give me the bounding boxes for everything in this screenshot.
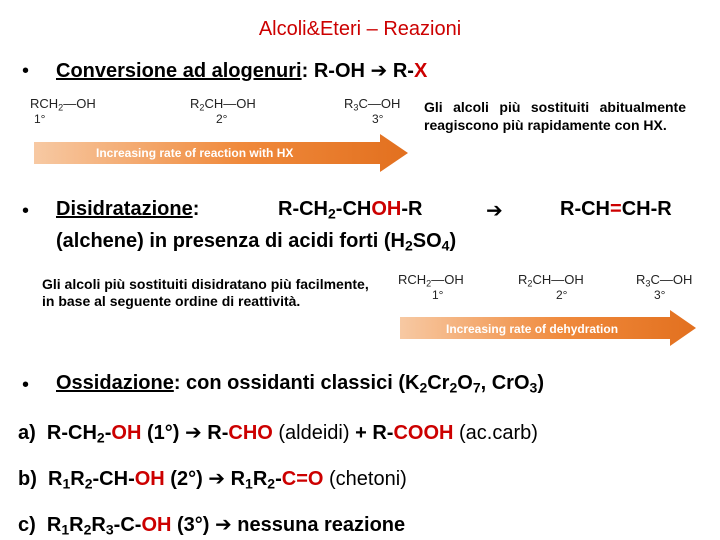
section3-label: Ossidazione [56, 372, 174, 394]
section2-reactant: $R-CH_2-CHOH-R$ [278, 198, 423, 222]
reactivity-figure-hx [30, 96, 410, 174]
section1-product-r: R- [392, 60, 414, 82]
list-item-a: a) $R-CH_2-OH$ (1°) ➔ R-CHO (aldeidi) + R-COOH (ac.carb) [18, 422, 538, 446]
note-dehydration: Gli alcoli più sostituiti disidratano più facilmente, in base al seguente ordine di reattività. [42, 276, 369, 309]
degree-secondary: 2° [216, 112, 228, 126]
formula-tertiary: R3C—OH [636, 272, 693, 289]
item-a-marker: a) [18, 422, 36, 444]
list-item-c: c) $R_1R_2R_3-C-OH$ (3°) ➔ nessuna reazione [18, 514, 406, 538]
section2-colon: : [192, 198, 200, 220]
section2-line2: (alchene) in presenza di acidi forti $(H_2SO_4)$ [56, 230, 457, 254]
page-title: Alcoli&Eteri – Reazioni [258, 18, 462, 40]
item-c-marker: c) [18, 514, 36, 536]
degree-tertiary: 3° [372, 112, 384, 126]
section2-heading [56, 198, 706, 221]
list-item-b: b) $R_1R_2-CH-OH$ (2°) ➔ $R_1R_2-C=O$ (chetoni) [18, 468, 407, 492]
degree-secondary: 2° [556, 288, 568, 302]
formula-secondary: R2CH—OH [518, 272, 584, 289]
section1-colon: : [301, 60, 309, 82]
section1-product-x: X [413, 60, 428, 82]
arrow-label-hx: Increasing rate of reaction with HX [96, 146, 294, 160]
degree-primary: 1° [432, 288, 444, 302]
degree-tertiary: 3° [654, 288, 666, 302]
section1-heading [56, 58, 427, 83]
degree-primary: 1° [34, 112, 46, 126]
section3-heading: Ossidazione: con ossidanti classici ($K_2Cr_2O_7$, CrO$_3$) [56, 372, 544, 396]
note-halides: Gli alcoli più sostituiti abitualmente reagiscono più rapidamente con HX. [424, 99, 686, 133]
section1-label: Conversione ad alogenuri [56, 60, 302, 82]
bullet-3: • [22, 374, 30, 396]
formula-primary: RCH2—OH [30, 96, 96, 113]
reactivity-figure-dehydration [398, 272, 698, 346]
formula-primary: RCH2—OH [398, 272, 464, 289]
bullet-1: • [22, 60, 30, 82]
arrow-icon: ➔ [370, 60, 388, 82]
formula-tertiary: R3C—OH [344, 96, 401, 113]
section2-product: R-CH=CH-R [560, 198, 672, 220]
arrow-label-dehydration: Increasing rate of dehydration [446, 322, 619, 336]
formula-secondary: R2CH—OH [190, 96, 256, 113]
item-b-marker: b) [18, 468, 37, 490]
arrow-icon: ➔ [486, 200, 503, 222]
section2-label: Disidratazione [56, 198, 193, 220]
section1-reactant: R-OH [313, 60, 365, 82]
bullet-2: • [22, 200, 30, 222]
